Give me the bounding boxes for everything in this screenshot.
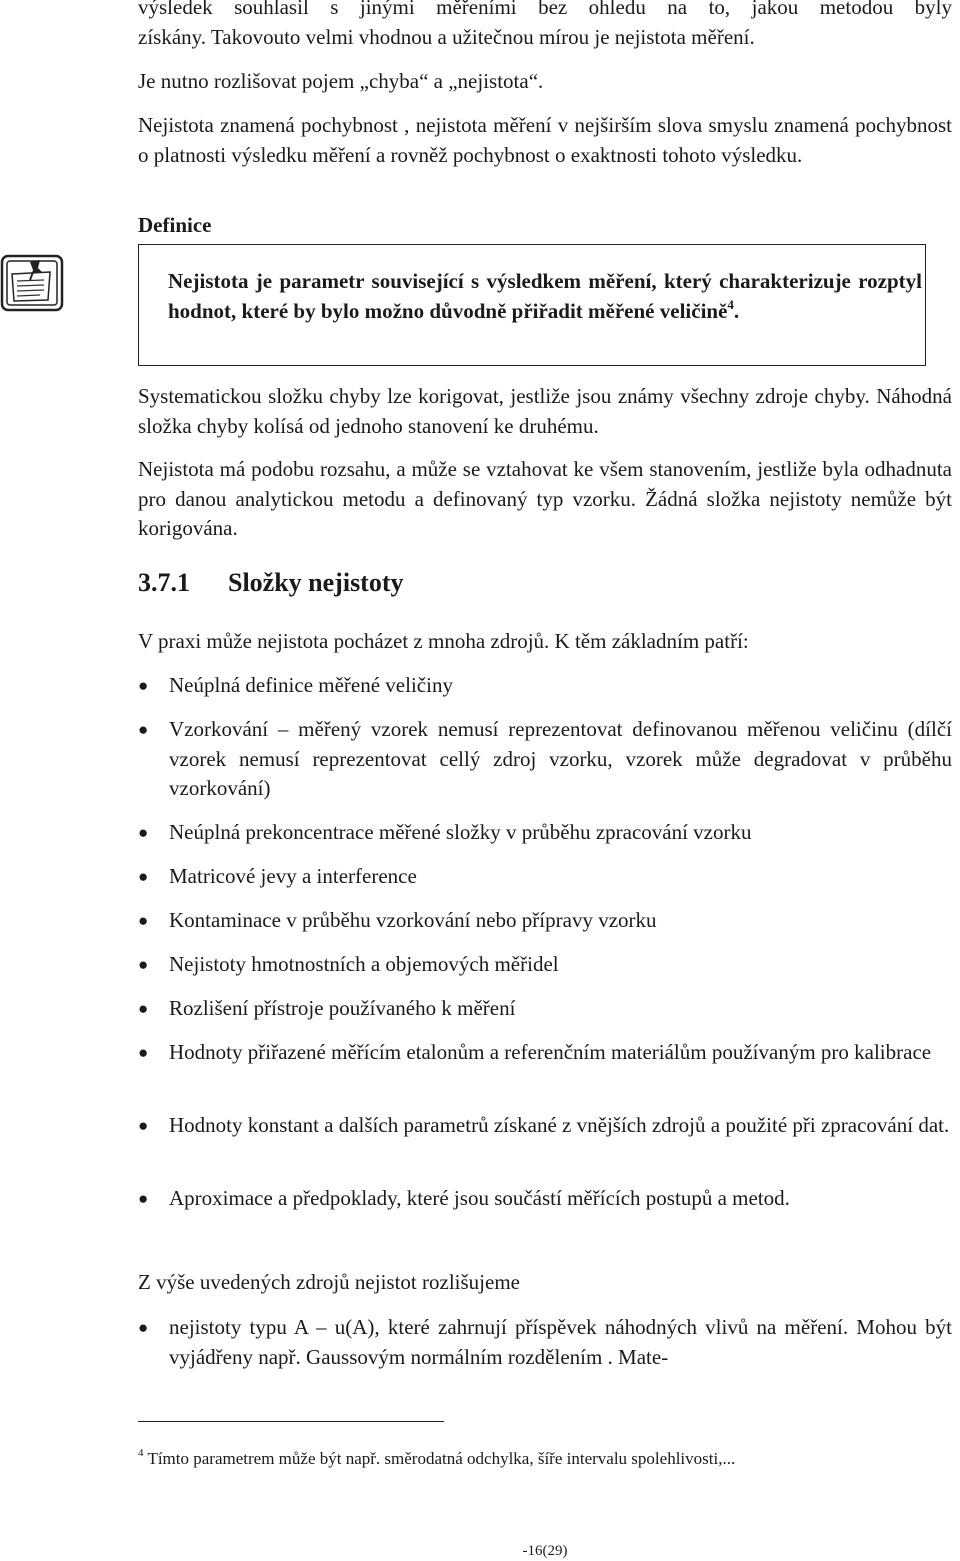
- list-item-text: Neúplná prekoncentrace měřené složky v průběhu zpracování vzorku: [169, 820, 752, 844]
- bullet-icon: ●: [138, 955, 149, 974]
- definition-text: [168, 267, 922, 326]
- section-number: 3.7.1: [138, 568, 190, 597]
- bullet-icon: ●: [138, 999, 149, 1018]
- definition-label: [138, 211, 952, 241]
- definition-body: Nejistota je parametr související s výsledkem měření, který charakterizuje rozptyl hodnot, které by bylo možno důvodně přiřadit měřené veličině: [168, 269, 922, 323]
- list-item-text: Matricové jevy a interference: [169, 864, 417, 888]
- list-item-text: nejistoty typu A – u(A), které zahrnují příspěvek náhodných vlivů na měření. Mohou být vyjádřeny např. Gaussovým normálním rozdělením . Mate-: [169, 1315, 952, 1369]
- section-intro: [138, 627, 952, 657]
- list-item-text: Aproximace a předpoklady, které jsou součástí měřících postupů a metod.: [169, 1186, 790, 1210]
- paragraph-distinction: [138, 67, 952, 97]
- paragraph-range: [138, 455, 952, 544]
- page-number-text: -16(29): [522, 1543, 568, 1559]
- text-line: získány. Takovouto velmi vhodnou a užitečnou mírou je nejistota měření.: [138, 24, 755, 49]
- footnote-ref: 4: [727, 296, 734, 312]
- pin-note-icon: [0, 254, 64, 312]
- list-item: [138, 715, 952, 804]
- list-item-text: Vzorkování – měřený vzorek nemusí reprezentovat definovanou měřenou veličinu (dílčí vzorek nemusí reprezentovat cellý zdroj vzorku, vzorek může degradovat v průběhu vzorkování): [169, 717, 952, 800]
- list-item: [138, 818, 952, 848]
- list-item: [138, 1313, 952, 1372]
- section-outro: [138, 1268, 952, 1298]
- bullet-icon: ●: [138, 720, 149, 739]
- list-item: [138, 1038, 952, 1068]
- paragraph-systematic: [138, 382, 952, 441]
- paragraph-text: Je nutno rozlišovat pojem „chyba“ a „nejistota“.: [138, 69, 544, 93]
- footnote-mark: 4: [138, 1447, 144, 1459]
- bullet-icon: ●: [138, 1189, 149, 1208]
- paragraph-uncertainty-meaning: [138, 111, 952, 170]
- list-item: [138, 862, 952, 892]
- bullet-icon: ●: [138, 1043, 149, 1062]
- list-item: [138, 994, 952, 1024]
- list-item-text: Kontaminace v průběhu vzorkování nebo přípravy vzorku: [169, 908, 657, 932]
- paragraph-text: V praxi může nejistota pocházet z mnoha zdrojů. K těm základním patří:: [138, 629, 749, 653]
- list-item: [138, 1111, 952, 1141]
- list-item-text: Neúplná definice měřené veličiny: [169, 673, 453, 697]
- definition-end: .: [733, 298, 740, 323]
- paragraph-text: Z výše uvedených zdrojů nejistot rozlišujeme: [138, 1270, 520, 1294]
- footnote-text: Tímto parametrem může být např. směrodatná odchylka, šíře intervalu spolehlivosti,...: [143, 1449, 736, 1468]
- list-item: [138, 950, 952, 980]
- list-item: [138, 906, 952, 936]
- text-line: výsledek souhlasil s jinými měřeními bez ohledu na to, jakou metodou byly: [138, 0, 952, 19]
- bullet-icon: ●: [138, 911, 149, 930]
- footnote: [138, 1447, 735, 1471]
- list-item-text: Rozlišení přístroje používaného k měření: [169, 996, 516, 1020]
- list-item: [138, 1184, 952, 1214]
- list-item-text: Hodnoty konstant a dalších parametrů získané z vnějších zdrojů a použité při zpracování dat.: [169, 1113, 950, 1137]
- bullet-icon: ●: [138, 867, 149, 886]
- list-item: [138, 671, 952, 701]
- bullet-icon: ●: [138, 676, 149, 695]
- page-number: [0, 1541, 960, 1561]
- section-title: Složky nejistoty: [228, 568, 404, 597]
- paragraph-text: Nejistota má podobu rozsahu, a může se vztahovat ke všem stanovením, jestliže byla odhadnuta pro danou analytickou metodu a definovaný typ vzorku. Žádná složka nejistoty nemůže být korigována.: [138, 457, 952, 540]
- bullet-icon: ●: [138, 823, 149, 842]
- bullet-icon: ●: [138, 1116, 149, 1135]
- paragraph-intro: [138, 0, 952, 52]
- bullet-icon: ●: [138, 1318, 149, 1337]
- section-heading: [138, 566, 404, 600]
- paragraph-text: Systematickou složku chyby lze korigovat, jestliže jsou známy všechny zdroje chyby. Náhodná složka chyby kolísá od jednoho stanovení ke druhému.: [138, 384, 952, 438]
- list-item-text: Nejistoty hmotnostních a objemových měřidel: [169, 952, 559, 976]
- footnote-separator: [138, 1421, 444, 1422]
- definition-label-text: Definice: [138, 213, 212, 237]
- list-item-text: Hodnoty přiřazené měřícím etalonům a referenčním materiálům používaným pro kalibrace: [169, 1040, 932, 1064]
- paragraph-text: Nejistota znamená pochybnost , nejistota měření v nejširším slova smyslu znamená pochybnost o platnosti výsledku měření a rovněž pochybnost o exaktnosti tohoto výsledku.: [138, 113, 952, 167]
